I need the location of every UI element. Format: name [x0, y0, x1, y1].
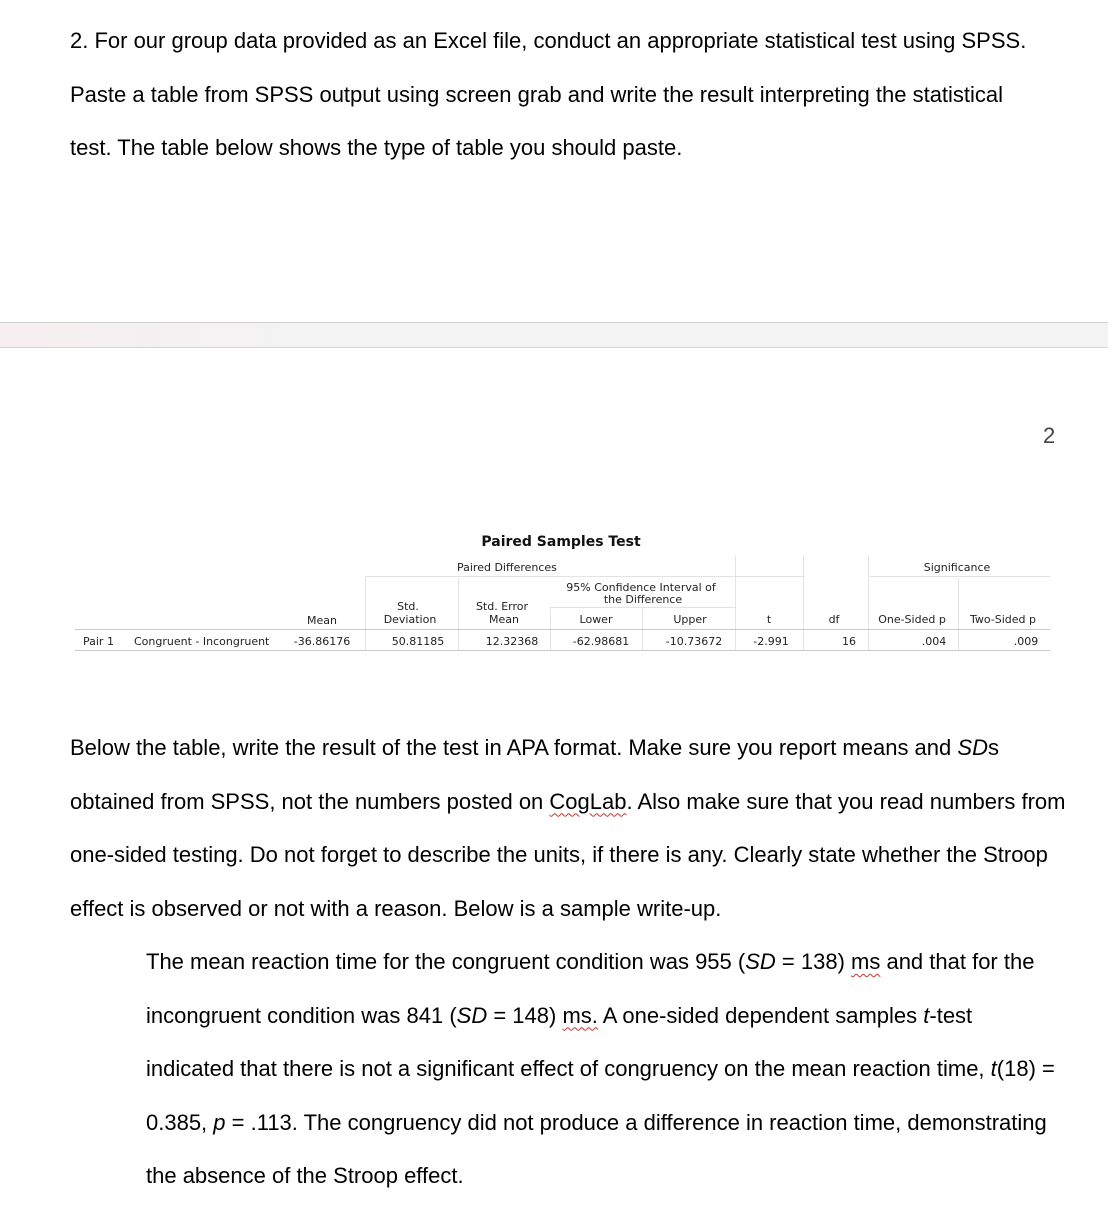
col-lower: Lower	[579, 613, 613, 626]
coglab-spellcheck: CogLab	[549, 788, 627, 814]
ms-spellcheck-1: ms	[851, 949, 881, 974]
col-std-err-line2: Mean	[489, 613, 519, 626]
cell-df: 16	[842, 635, 856, 648]
page-number: 2	[1043, 423, 1056, 448]
cell-std-dev: 50.81185	[391, 635, 445, 648]
col-std-dev-line2: Deviation	[383, 613, 437, 626]
ci-header-line2: the Difference	[603, 593, 683, 606]
row-pair: Pair 1	[83, 635, 114, 648]
col-std-err-line1: Std. Error	[475, 600, 529, 613]
col-upper: Upper	[673, 613, 707, 626]
col-mean: Mean	[307, 614, 337, 627]
page-break	[0, 322, 1108, 348]
ci-header-line1: 95% Confidence Interval of	[566, 581, 716, 594]
col-t: t	[766, 613, 772, 626]
cell-lower: -62.98681	[572, 635, 630, 648]
significance-header: Significance	[923, 561, 991, 574]
cell-mean: -36.86176	[293, 635, 351, 648]
sample-writeup-paragraph: The mean reaction time for the congruent condition was 955 (SD = 138) ms and that for the incongruent condition was 841 (SD = 148) ms. A one-sided dependent samples t-test indicated that there is not a significant effect of congruency on the mean reaction time, t(18) = 0.385, p = .113. The congruency did not produce a difference in reaction time, demonstrating the absence of the Stroop effect.	[146, 949, 1055, 1188]
apa-instructions-paragraph: Below the table, write the result of the test in APA format. Make sure you report means and SDs obtained from SPSS, not the numbers posted on CogLab. Also make sure that you read numbers from one-sided testing. Do not forget to describe the units, if there is any. Clearly state whether the Stroop effect is observed or not with a reason. Below is a sample write-up.	[70, 735, 1066, 921]
table-title: Paired Samples Test	[481, 534, 641, 550]
cell-std-err: 12.32368	[485, 635, 539, 648]
col-one-sided-p: One-Sided p	[878, 613, 946, 626]
paired-differences-header: Paired Differences	[457, 561, 557, 574]
question-paragraph: 2. For our group data provided as an Excel file, conduct an appropriate statistical test using SPSS. Paste a table from SPSS output using screen grab and write the result interpreting the statistical test. The table below shows the type of table you should paste.	[70, 28, 1027, 160]
col-df: df	[828, 613, 840, 626]
cell-upper: -10.73672	[665, 635, 723, 648]
cell-t: -2.991	[753, 635, 789, 648]
ms-spellcheck-2: ms.	[562, 1002, 598, 1028]
cell-two-sided-p: .009	[1013, 635, 1039, 648]
col-two-sided-p: Two-Sided p	[969, 613, 1037, 626]
col-std-dev-line1: Std.	[397, 600, 419, 613]
cell-one-sided-p: .004	[921, 635, 947, 648]
row-label: Congruent - Incongruent	[134, 635, 270, 648]
sd-italic: SD	[957, 735, 988, 760]
